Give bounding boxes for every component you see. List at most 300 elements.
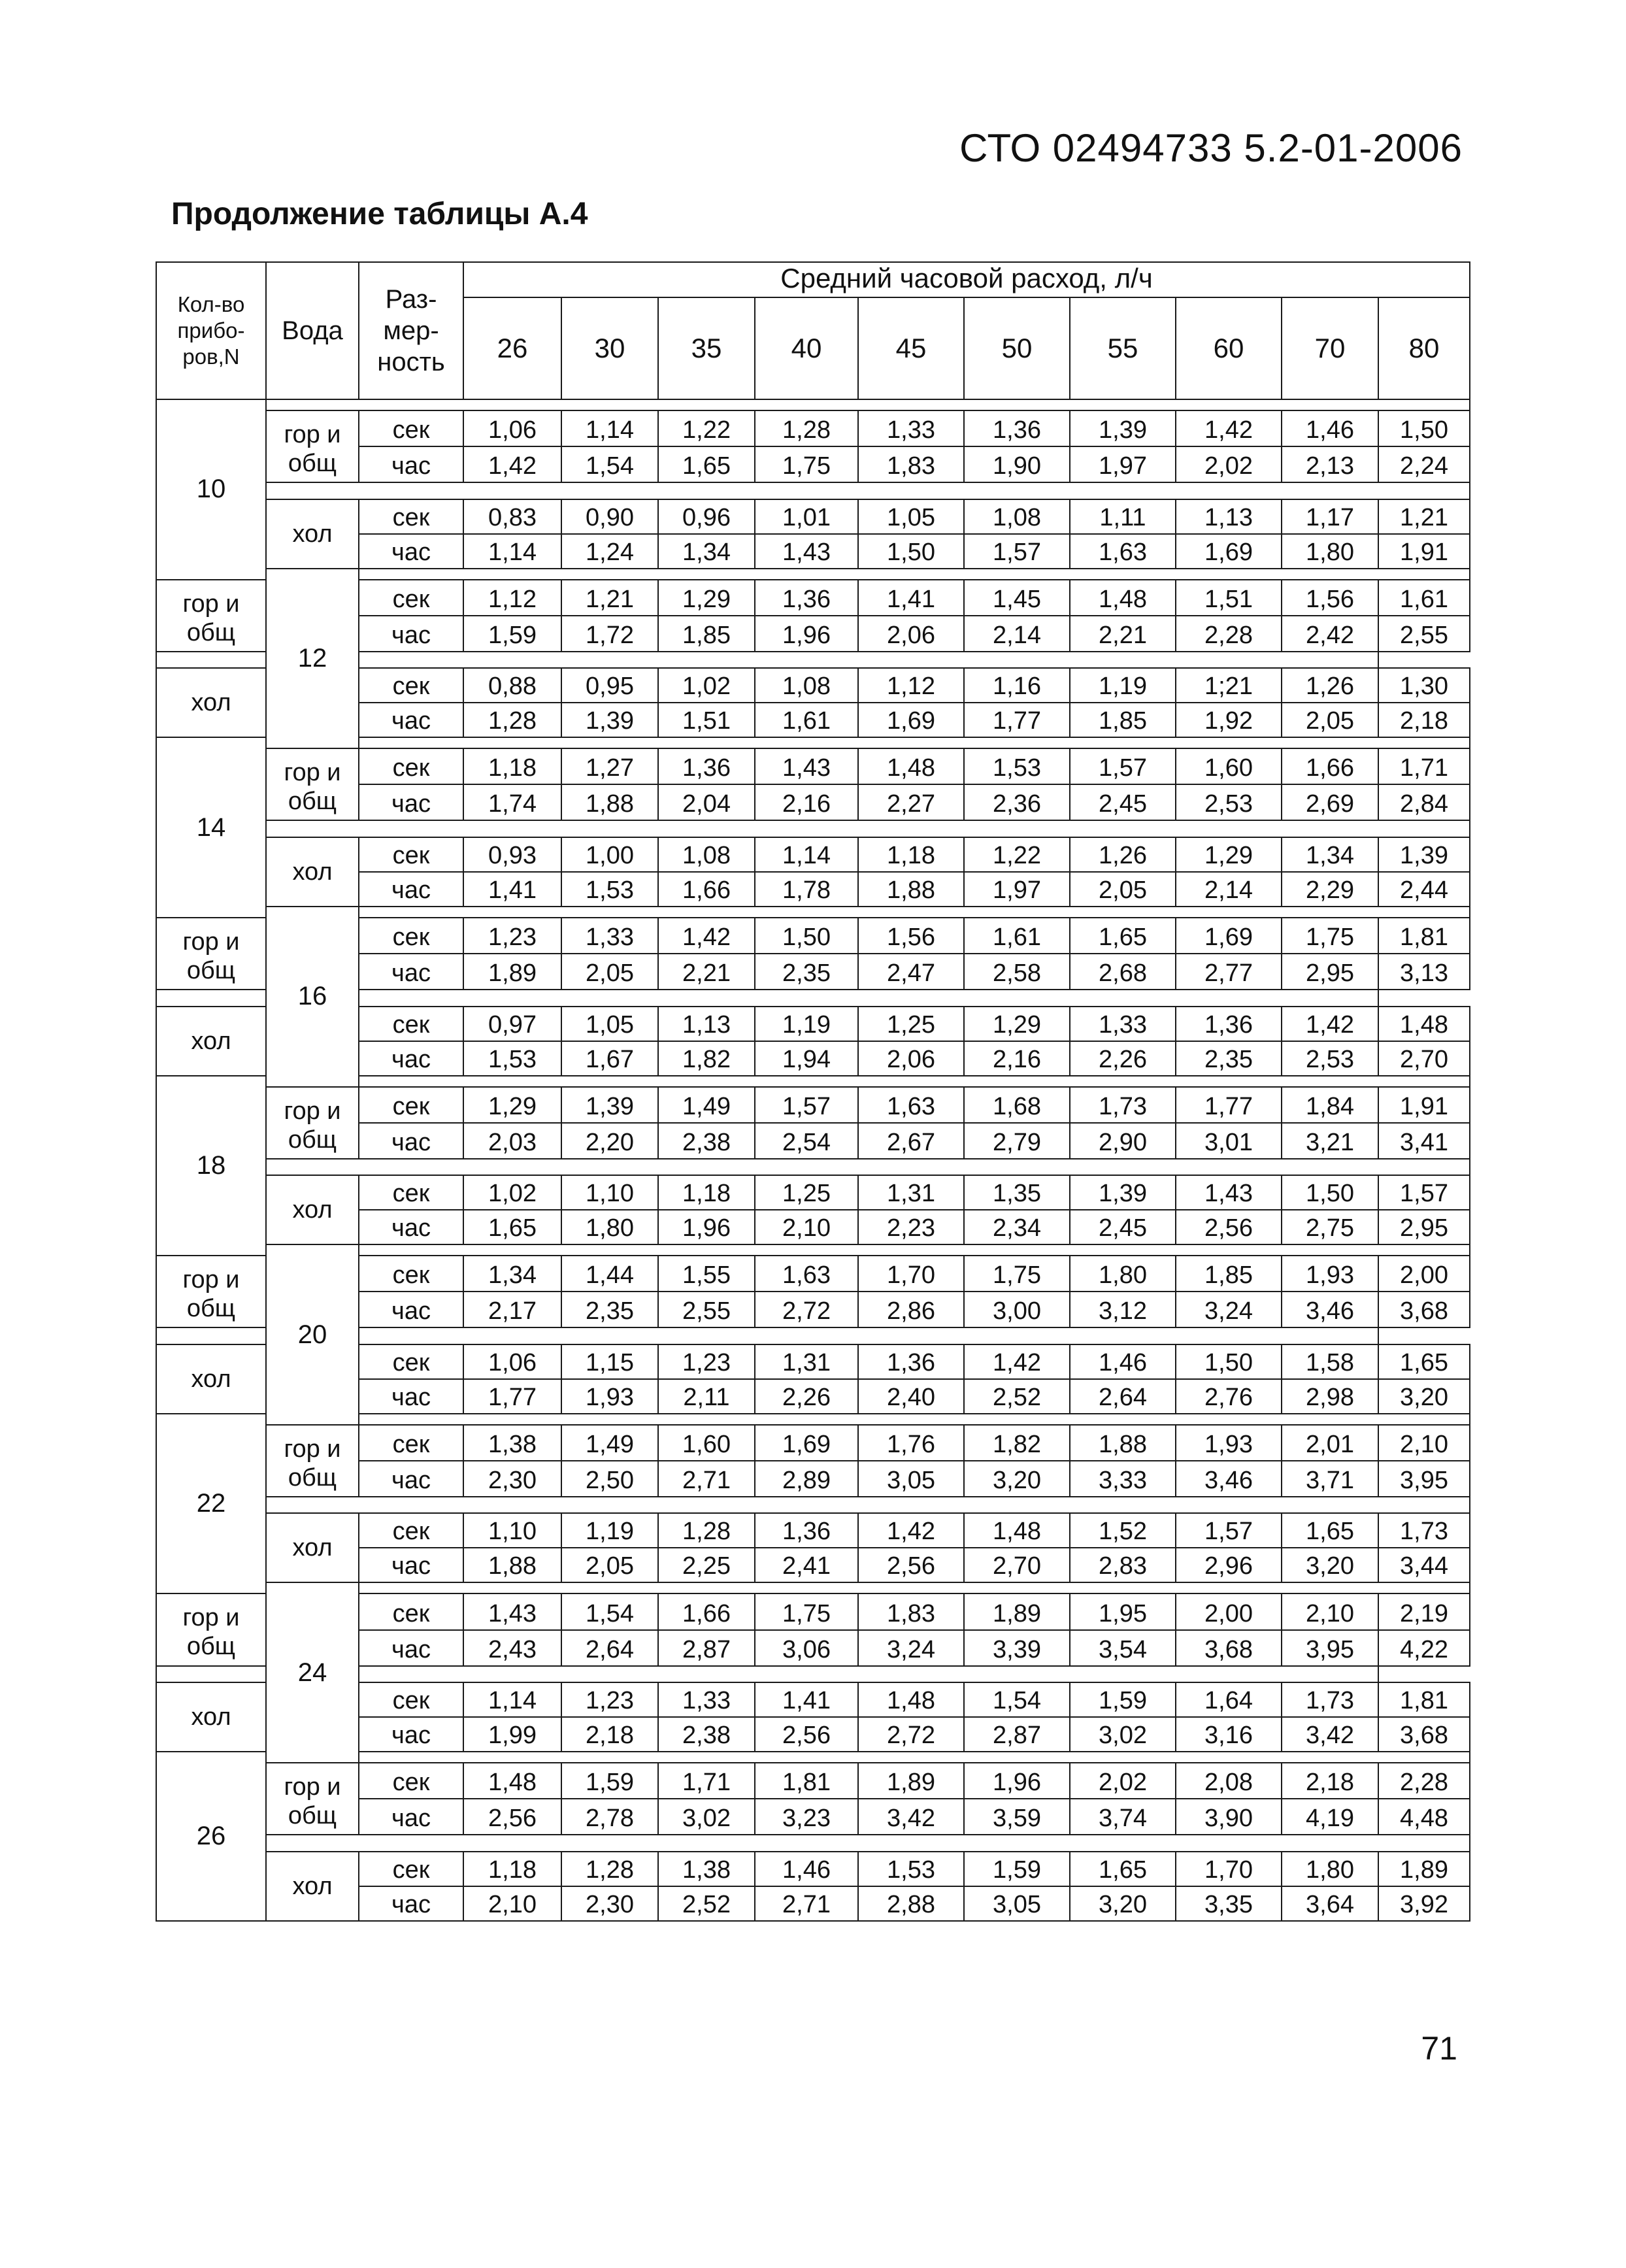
unit-cell: час xyxy=(359,1630,463,1666)
value-cell: 1,28 xyxy=(658,1513,755,1548)
value-cell: 2,36 xyxy=(964,784,1070,820)
value-cell: 1,26 xyxy=(1282,668,1378,703)
value-cell: 2,69 xyxy=(1282,784,1378,820)
value-cell: 1,25 xyxy=(755,1175,858,1210)
value-cell: 1,13 xyxy=(1176,499,1282,534)
table-row xyxy=(156,410,1470,446)
value-cell: 1,22 xyxy=(658,410,755,446)
value-cell: 1,43 xyxy=(755,534,858,569)
device-count-cell: 16 xyxy=(266,907,359,1087)
table-row xyxy=(156,1763,1470,1799)
value-cell: 1,69 xyxy=(1176,534,1282,569)
value-cell: 3,42 xyxy=(858,1799,964,1835)
value-cell: 1,81 xyxy=(1378,1682,1470,1717)
value-cell: 3,20 xyxy=(964,1461,1070,1497)
unit-cell: сек xyxy=(359,837,463,872)
value-cell: 1,77 xyxy=(463,1379,561,1414)
water-hot-cell: гор и общ xyxy=(156,1593,266,1665)
value-cell: 1,28 xyxy=(561,1852,658,1886)
header-flow-55: 55 xyxy=(1070,297,1176,399)
water-hot-cell: гор и общ xyxy=(266,410,359,482)
value-cell: 1,91 xyxy=(1378,1087,1470,1123)
value-cell: 1,34 xyxy=(1282,837,1378,872)
table-row xyxy=(156,1852,1470,1886)
value-cell: 1,59 xyxy=(1070,1682,1176,1717)
unit-cell: час xyxy=(359,1041,463,1076)
value-cell: 1,61 xyxy=(964,918,1070,954)
value-cell: 2,67 xyxy=(858,1123,964,1159)
value-cell: 1,54 xyxy=(964,1682,1070,1717)
header-flow-30: 30 xyxy=(561,297,658,399)
value-cell: 2,05 xyxy=(1282,703,1378,737)
value-cell: 1,00 xyxy=(561,837,658,872)
device-count-cell: 22 xyxy=(156,1414,266,1594)
value-cell: 2,79 xyxy=(964,1123,1070,1159)
unit-cell: час xyxy=(359,954,463,990)
value-cell: 1,36 xyxy=(964,410,1070,446)
value-cell: 3,41 xyxy=(1378,1123,1470,1159)
value-cell: 2,01 xyxy=(1282,1425,1378,1461)
value-cell: 3,95 xyxy=(1378,1461,1470,1497)
value-cell: 2,10 xyxy=(1282,1593,1378,1629)
value-cell: 1,29 xyxy=(964,1007,1070,1041)
value-cell: 2,55 xyxy=(1378,616,1470,652)
value-cell: 1,80 xyxy=(1282,1852,1378,1886)
value-cell: 0,83 xyxy=(463,499,561,534)
value-cell: 3,39 xyxy=(964,1630,1070,1666)
unit-cell: сек xyxy=(359,1344,463,1379)
value-cell: 1,65 xyxy=(1378,1344,1470,1379)
water-hot-cell: гор и общ xyxy=(266,1087,359,1159)
value-cell: 3,59 xyxy=(964,1799,1070,1835)
value-cell: 1,89 xyxy=(1378,1852,1470,1886)
value-cell: 1,35 xyxy=(964,1175,1070,1210)
value-cell: 1,53 xyxy=(463,1041,561,1076)
unit-cell: час xyxy=(359,1292,463,1327)
unit-cell: сек xyxy=(359,1593,463,1629)
row-spacer xyxy=(359,737,1470,748)
value-cell: 3,24 xyxy=(1176,1292,1282,1327)
value-cell: 1,53 xyxy=(561,872,658,907)
unit-cell: сек xyxy=(359,1763,463,1799)
value-cell: 3,01 xyxy=(1176,1123,1282,1159)
value-cell: 1,26 xyxy=(1070,837,1176,872)
value-cell: 2,35 xyxy=(1176,1041,1282,1076)
value-cell: 1,23 xyxy=(658,1344,755,1379)
value-cell: 1,91 xyxy=(1378,534,1470,569)
water-cold-cell: хол xyxy=(156,668,266,737)
row-spacer xyxy=(266,482,1470,499)
value-cell: 2,42 xyxy=(1282,616,1378,652)
value-cell: 2,43 xyxy=(463,1630,561,1666)
value-cell: 1,50 xyxy=(1176,1344,1282,1379)
unit-cell: сек xyxy=(359,1256,463,1292)
value-cell: 2,72 xyxy=(858,1717,964,1752)
unit-cell: сек xyxy=(359,748,463,784)
value-cell: 2,25 xyxy=(658,1548,755,1582)
value-cell: 1,54 xyxy=(561,446,658,482)
value-cell: 2,78 xyxy=(561,1799,658,1835)
value-cell: 1,59 xyxy=(463,616,561,652)
row-spacer xyxy=(266,820,1470,837)
value-cell: 2,87 xyxy=(658,1630,755,1666)
row-spacer xyxy=(359,1244,1470,1256)
value-cell: 1,52 xyxy=(1070,1513,1176,1548)
value-cell: 2,55 xyxy=(658,1292,755,1327)
value-cell: 2,52 xyxy=(658,1886,755,1921)
value-cell: 1,28 xyxy=(463,703,561,737)
value-cell: 1,39 xyxy=(1070,1175,1176,1210)
value-cell: 1,41 xyxy=(463,872,561,907)
value-cell: 1,29 xyxy=(463,1087,561,1123)
row-spacer xyxy=(156,1666,1378,1682)
row-spacer xyxy=(266,1159,1470,1175)
value-cell: 2,27 xyxy=(858,784,964,820)
value-cell: 1,14 xyxy=(561,410,658,446)
row-spacer xyxy=(156,990,1378,1006)
unit-cell: час xyxy=(359,703,463,737)
value-cell: 2,28 xyxy=(1378,1763,1470,1799)
device-count-cell: 12 xyxy=(266,569,359,749)
value-cell: 1,74 xyxy=(463,784,561,820)
value-cell: 3,12 xyxy=(1070,1292,1176,1327)
value-cell: 1,41 xyxy=(858,580,964,616)
table-row xyxy=(156,1087,1470,1123)
value-cell: 2,35 xyxy=(561,1292,658,1327)
value-cell: 1,43 xyxy=(755,748,858,784)
row-spacer xyxy=(359,907,1470,918)
unit-cell: сек xyxy=(359,580,463,616)
value-cell: 2,54 xyxy=(755,1123,858,1159)
value-cell: 1,96 xyxy=(755,616,858,652)
value-cell: 3,95 xyxy=(1282,1630,1378,1666)
device-count-cell: 20 xyxy=(266,1244,359,1425)
value-cell: 1,81 xyxy=(1378,918,1470,954)
value-cell: 1,36 xyxy=(658,748,755,784)
row-spacer xyxy=(359,1752,1470,1763)
value-cell: 1,50 xyxy=(1378,410,1470,446)
value-cell: 1,65 xyxy=(658,446,755,482)
value-cell: 1,61 xyxy=(1378,580,1470,616)
value-cell: 1,82 xyxy=(964,1425,1070,1461)
value-cell: 3,05 xyxy=(964,1886,1070,1921)
value-cell: 1,48 xyxy=(463,1763,561,1799)
value-cell: 2,30 xyxy=(463,1461,561,1497)
value-cell: 1,69 xyxy=(1176,918,1282,954)
value-cell: 1,56 xyxy=(1282,580,1378,616)
water-cold-cell: хол xyxy=(156,1007,266,1076)
value-cell: 2,72 xyxy=(755,1292,858,1327)
value-cell: 2,05 xyxy=(1070,872,1176,907)
value-cell: 1,55 xyxy=(658,1256,755,1292)
value-cell: 3,20 xyxy=(1378,1379,1470,1414)
value-cell: 2,70 xyxy=(964,1548,1070,1582)
value-cell: 1,94 xyxy=(755,1041,858,1076)
value-cell: 3,54 xyxy=(1070,1630,1176,1666)
value-cell: 1,33 xyxy=(658,1682,755,1717)
value-cell: 2,17 xyxy=(463,1292,561,1327)
value-cell: 2,00 xyxy=(1176,1593,1282,1629)
value-cell: 1,93 xyxy=(1282,1256,1378,1292)
value-cell: 3,74 xyxy=(1070,1799,1176,1835)
water-cold-cell: хол xyxy=(266,1513,359,1582)
value-cell: 2,56 xyxy=(858,1548,964,1582)
value-cell: 1,75 xyxy=(755,446,858,482)
value-cell: 2,83 xyxy=(1070,1548,1176,1582)
value-cell: 1,93 xyxy=(561,1379,658,1414)
value-cell: 1,41 xyxy=(755,1682,858,1717)
row-spacer xyxy=(266,1497,1470,1513)
water-cold-cell: хол xyxy=(266,837,359,907)
value-cell: 2,47 xyxy=(858,954,964,990)
value-cell: 1,10 xyxy=(561,1175,658,1210)
value-cell: 1,42 xyxy=(463,446,561,482)
value-cell: 2,03 xyxy=(463,1123,561,1159)
header-water: Вода xyxy=(266,262,359,399)
unit-cell: час xyxy=(359,1461,463,1497)
value-cell: 1,76 xyxy=(858,1425,964,1461)
value-cell: 0,93 xyxy=(463,837,561,872)
value-cell: 1,51 xyxy=(658,703,755,737)
value-cell: 1,39 xyxy=(561,1087,658,1123)
value-cell: 1,70 xyxy=(1176,1852,1282,1886)
value-cell: 3,06 xyxy=(755,1630,858,1666)
unit-cell: час xyxy=(359,784,463,820)
row-spacer xyxy=(156,652,1378,668)
value-cell: 1,34 xyxy=(658,534,755,569)
value-cell: 1,96 xyxy=(658,1210,755,1244)
value-cell: 1,88 xyxy=(1070,1425,1176,1461)
value-cell: 1,12 xyxy=(463,580,561,616)
value-cell: 1,36 xyxy=(755,1513,858,1548)
value-cell: 1,88 xyxy=(463,1548,561,1582)
page-number: 71 xyxy=(1421,2030,1457,2067)
value-cell: 1,65 xyxy=(1070,918,1176,954)
value-cell: 2,06 xyxy=(858,1041,964,1076)
value-cell: 2,26 xyxy=(1070,1041,1176,1076)
value-cell: 2,24 xyxy=(1378,446,1470,482)
value-cell: 2,18 xyxy=(1282,1763,1378,1799)
unit-cell: час xyxy=(359,616,463,652)
value-cell: 1,75 xyxy=(964,1256,1070,1292)
value-cell: 2,38 xyxy=(658,1123,755,1159)
value-cell: 2,64 xyxy=(1070,1379,1176,1414)
value-cell: 1,30 xyxy=(1378,668,1470,703)
unit-cell: час xyxy=(359,872,463,907)
value-cell: 2,52 xyxy=(964,1379,1070,1414)
value-cell: 1,88 xyxy=(561,784,658,820)
value-cell: 3,71 xyxy=(1282,1461,1378,1497)
value-cell: 1,18 xyxy=(463,1852,561,1886)
value-cell: 1,31 xyxy=(858,1175,964,1210)
value-cell: 2,35 xyxy=(755,954,858,990)
header-flow-70: 70 xyxy=(1282,297,1378,399)
water-hot-cell: гор и общ xyxy=(156,1256,266,1327)
value-cell: 1,63 xyxy=(858,1087,964,1123)
row-spacer xyxy=(266,399,1470,410)
value-cell: 2,71 xyxy=(755,1886,858,1921)
device-count-cell: 26 xyxy=(156,1752,266,1921)
value-cell: 1,75 xyxy=(755,1593,858,1629)
value-cell: 2,34 xyxy=(964,1210,1070,1244)
unit-cell: час xyxy=(359,1799,463,1835)
value-cell: 1,48 xyxy=(1070,580,1176,616)
value-cell: 1,53 xyxy=(964,748,1070,784)
value-cell: 1,11 xyxy=(1070,499,1176,534)
value-cell: 3,64 xyxy=(1282,1886,1378,1921)
value-cell: 3,90 xyxy=(1176,1799,1282,1835)
value-cell: 1;21 xyxy=(1176,668,1282,703)
value-cell: 1,06 xyxy=(463,410,561,446)
value-cell: 2,02 xyxy=(1176,446,1282,482)
value-cell: 1,19 xyxy=(561,1513,658,1548)
water-cold-cell: хол xyxy=(266,499,359,569)
header-flow-60: 60 xyxy=(1176,297,1282,399)
water-cold-cell: хол xyxy=(156,1682,266,1752)
value-cell: 1,80 xyxy=(1282,534,1378,569)
value-cell: 1,93 xyxy=(1176,1425,1282,1461)
value-cell: 4,22 xyxy=(1378,1630,1470,1666)
value-cell: 2,44 xyxy=(1378,872,1470,907)
value-cell: 1,49 xyxy=(658,1087,755,1123)
value-cell: 2,90 xyxy=(1070,1123,1176,1159)
value-cell: 1,66 xyxy=(658,872,755,907)
row-spacer xyxy=(266,1835,1470,1851)
value-cell: 3,20 xyxy=(1070,1886,1176,1921)
water-hot-cell: гор и общ xyxy=(156,918,266,990)
header-flow-45: 45 xyxy=(858,297,964,399)
value-cell: 1,57 xyxy=(1176,1513,1282,1548)
value-cell: 2,26 xyxy=(755,1379,858,1414)
value-cell: 1,83 xyxy=(858,1593,964,1629)
value-cell: 1,57 xyxy=(964,534,1070,569)
value-cell: 1,48 xyxy=(858,748,964,784)
value-cell: 1,60 xyxy=(658,1425,755,1461)
value-cell: 2,16 xyxy=(964,1041,1070,1076)
value-cell: 1,92 xyxy=(1176,703,1282,737)
value-cell: 2,19 xyxy=(1378,1593,1470,1629)
value-cell: 2,18 xyxy=(561,1717,658,1752)
unit-cell: сек xyxy=(359,1007,463,1041)
water-hot-cell: гор и общ xyxy=(266,748,359,820)
table-caption: Продолжение таблицы А.4 xyxy=(171,197,588,231)
value-cell: 2,71 xyxy=(658,1461,755,1497)
value-cell: 2,56 xyxy=(463,1799,561,1835)
value-cell: 3,42 xyxy=(1282,1717,1378,1752)
value-cell: 1,57 xyxy=(755,1087,858,1123)
value-cell: 1,14 xyxy=(463,1682,561,1717)
water-cold-cell: хол xyxy=(266,1852,359,1921)
value-cell: 1,46 xyxy=(1070,1344,1176,1379)
value-cell: 1,25 xyxy=(858,1007,964,1041)
value-cell: 1,63 xyxy=(755,1256,858,1292)
value-cell: 3,92 xyxy=(1378,1886,1470,1921)
value-cell: 1,43 xyxy=(463,1593,561,1629)
value-cell: 1,97 xyxy=(1070,446,1176,482)
header-avg-hourly-flow: Средний часовой расход, л/ч xyxy=(463,262,1470,297)
value-cell: 1,43 xyxy=(1176,1175,1282,1210)
value-cell: 1,51 xyxy=(1176,580,1282,616)
value-cell: 1,42 xyxy=(1282,1007,1378,1041)
value-cell: 2,84 xyxy=(1378,784,1470,820)
value-cell: 1,65 xyxy=(463,1210,561,1244)
value-cell: 2,00 xyxy=(1378,1256,1470,1292)
value-cell: 1,84 xyxy=(1282,1087,1378,1123)
value-cell: 1,50 xyxy=(755,918,858,954)
value-cell: 1,63 xyxy=(1070,534,1176,569)
value-cell: 1,39 xyxy=(1070,410,1176,446)
value-cell: 3,24 xyxy=(858,1630,964,1666)
value-cell: 1,67 xyxy=(561,1041,658,1076)
value-cell: 1,42 xyxy=(658,918,755,954)
header-flow-35: 35 xyxy=(658,297,755,399)
value-cell: 1,57 xyxy=(1378,1175,1470,1210)
value-cell: 1,33 xyxy=(561,918,658,954)
value-cell: 1,15 xyxy=(561,1344,658,1379)
value-cell: 1,42 xyxy=(1176,410,1282,446)
value-cell: 3,68 xyxy=(1378,1292,1470,1327)
value-cell: 1,31 xyxy=(755,1344,858,1379)
value-cell: 1,12 xyxy=(858,668,964,703)
header-flow-80: 80 xyxy=(1378,297,1470,399)
value-cell: 2,56 xyxy=(755,1717,858,1752)
value-cell: 0,96 xyxy=(658,499,755,534)
value-cell: 3,33 xyxy=(1070,1461,1176,1497)
value-cell: 1,44 xyxy=(561,1256,658,1292)
value-cell: 1,19 xyxy=(1070,668,1176,703)
unit-cell: сек xyxy=(359,918,463,954)
table-row xyxy=(156,748,1470,784)
value-cell: 1,14 xyxy=(463,534,561,569)
value-cell: 2,50 xyxy=(561,1461,658,1497)
value-cell: 1,66 xyxy=(1282,748,1378,784)
value-cell: 1,85 xyxy=(1070,703,1176,737)
value-cell: 1,61 xyxy=(755,703,858,737)
water-cold-cell: хол xyxy=(156,1344,266,1414)
value-cell: 1,58 xyxy=(1282,1344,1378,1379)
value-cell: 4,48 xyxy=(1378,1799,1470,1835)
value-cell: 1,48 xyxy=(1378,1007,1470,1041)
unit-cell: час xyxy=(359,1123,463,1159)
value-cell: 3,16 xyxy=(1176,1717,1282,1752)
device-count-cell: 14 xyxy=(156,737,266,918)
value-cell: 1,10 xyxy=(463,1513,561,1548)
value-cell: 2,89 xyxy=(755,1461,858,1497)
value-cell: 1,28 xyxy=(755,410,858,446)
value-cell: 3,44 xyxy=(1378,1548,1470,1582)
value-cell: 1,14 xyxy=(755,837,858,872)
value-cell: 1,80 xyxy=(561,1210,658,1244)
value-cell: 2,77 xyxy=(1176,954,1282,990)
unit-cell: час xyxy=(359,1886,463,1921)
value-cell: 3,05 xyxy=(858,1461,964,1497)
value-cell: 2,76 xyxy=(1176,1379,1282,1414)
table-row xyxy=(156,1425,1470,1461)
value-cell: 1,18 xyxy=(463,748,561,784)
row-spacer xyxy=(359,1414,1470,1425)
value-cell: 2,95 xyxy=(1378,1210,1470,1244)
value-cell: 1,02 xyxy=(463,1175,561,1210)
value-cell: 3,00 xyxy=(964,1292,1070,1327)
unit-cell: сек xyxy=(359,1175,463,1210)
value-cell: 1,39 xyxy=(1378,837,1470,872)
value-cell: 1,29 xyxy=(1176,837,1282,872)
value-cell: 2,16 xyxy=(755,784,858,820)
value-cell: 1,36 xyxy=(755,580,858,616)
value-cell: 1,19 xyxy=(755,1007,858,1041)
value-cell: 2,10 xyxy=(755,1210,858,1244)
value-cell: 3,46 xyxy=(1176,1461,1282,1497)
